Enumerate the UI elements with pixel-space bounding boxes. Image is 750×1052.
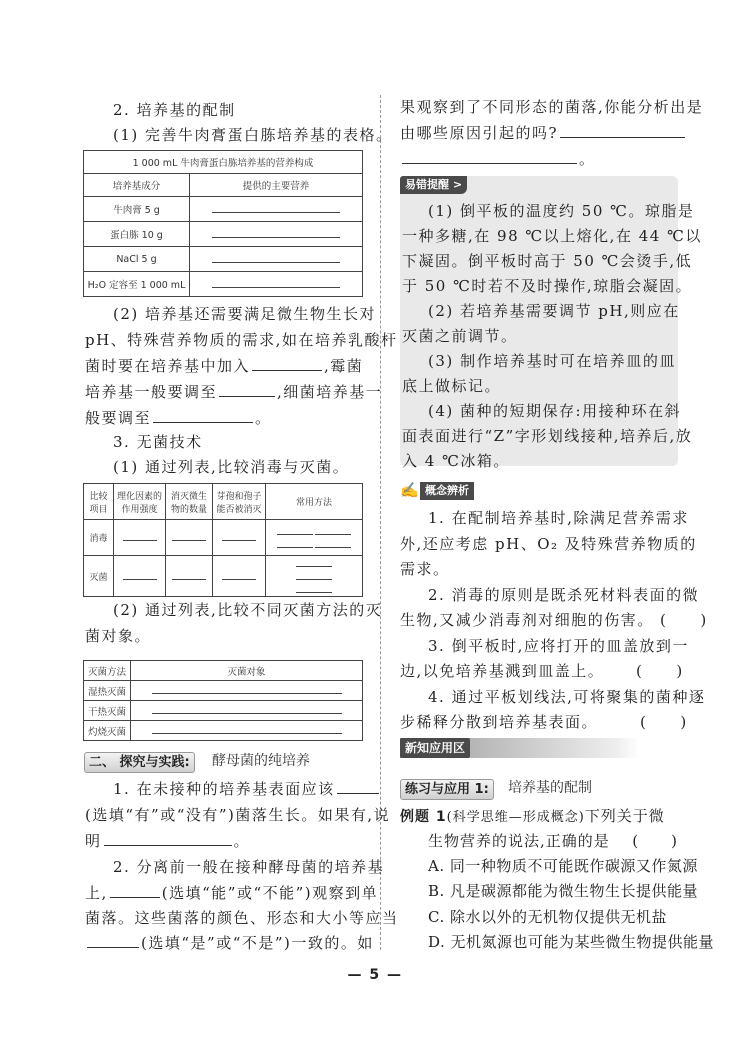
answer-blank[interactable]: [296, 570, 332, 580]
text-line: 步稀释分散到培养基表面。 ( ): [400, 713, 688, 731]
cell: 消毒: [84, 520, 114, 556]
text: 培养基一般要调至: [85, 383, 218, 401]
answer-blank[interactable]: [152, 704, 342, 714]
text-line: (1) 倒平板的温度约 50 ℃。琼脂是: [428, 202, 695, 220]
answer-blank[interactable]: [337, 776, 379, 794]
table-header: 常用方法: [266, 484, 363, 520]
table-header: 芽孢和孢子能否被消灭: [213, 484, 266, 520]
text-line: 于 50 ℃时若不及时操作,琼脂会凝固。: [402, 277, 693, 295]
answer-blank[interactable]: [172, 570, 206, 580]
text: 1. 在未接种的培养基表面应该: [113, 780, 335, 798]
table-row: [84, 520, 363, 556]
answer-blank[interactable]: [212, 278, 340, 288]
table-header: 理化因素的作用强度: [114, 484, 166, 520]
pencil-icon: ✍: [400, 481, 419, 499]
sterilization-table: [83, 660, 363, 741]
table-row: [84, 681, 363, 701]
tips-tag: 易错提醒 >: [400, 176, 467, 194]
text-line: B. 凡是碳源都能为微生物生长提供能量: [428, 882, 699, 901]
answer-blank[interactable]: [315, 538, 351, 548]
text-line: [85, 379, 383, 405]
question-text: (1) 通过列表,比较消毒与灭菌。: [113, 458, 350, 476]
text-line: [113, 776, 360, 802]
text-line: [85, 405, 360, 431]
text-line: 3. 倒平板时,应将打开的皿盖放到一: [428, 636, 689, 655]
text-line: 外,还应考虑 pH、O₂ 及特殊营养物质的: [400, 534, 697, 553]
text: ,细菌培养基一: [277, 383, 383, 401]
answer-blank[interactable]: [315, 525, 351, 535]
text-line: [85, 880, 379, 906]
answer-blank[interactable]: [296, 583, 332, 593]
text-line: [400, 146, 596, 172]
text-line: (2) 若培养基需要调节 pH,则应在: [428, 302, 680, 320]
text-line: C. 除水以外的无机物仅提供无机盐: [428, 907, 667, 926]
answer-blank[interactable]: [152, 684, 342, 694]
cell: 干热灭菌: [84, 701, 131, 721]
table-row: [84, 222, 363, 247]
section-title: 2. 培养基的配制: [113, 101, 236, 119]
text-line: [85, 930, 374, 956]
table-header: 消灭微生物的数量: [166, 484, 213, 520]
text: ,霉菌: [324, 357, 364, 375]
text-line: [85, 353, 364, 379]
table-header: 培养基成分: [84, 174, 190, 197]
text: 由哪些原因引起的吗?: [400, 124, 559, 142]
text-line: 边,以免培养基溅到皿盖上。 ( ): [400, 662, 684, 680]
cell: 灼烧灭菌: [84, 721, 131, 741]
answer-blank[interactable]: [252, 353, 322, 371]
question-text: (1) 完善牛肉膏蛋白胨培养基的表格。: [113, 126, 393, 144]
answer-blank[interactable]: [402, 146, 577, 164]
answer-blank[interactable]: [172, 531, 206, 541]
text: 。: [255, 409, 272, 427]
text-line: 菌对象。: [85, 627, 152, 645]
example-source: (科学思维—形成概念): [446, 810, 585, 825]
text-line: 2. 消毒的原则是既杀死材料表面的微: [428, 585, 700, 604]
text: (选填“能”或“不能”)观察到单: [161, 884, 379, 902]
cell: 湿热灭菌: [84, 681, 131, 701]
text-line: [400, 120, 687, 146]
table-row: [84, 247, 363, 272]
answer-blank[interactable]: [222, 570, 256, 580]
practice-label: 练习与应用 1:: [400, 779, 494, 800]
text-line: (3) 制作培养基时可在培养皿的皿: [428, 352, 676, 370]
answer-blank[interactable]: [296, 557, 332, 567]
text-line: A. 同一种物质不可能既作碳源又作氮源: [428, 857, 698, 875]
table-row: [84, 721, 363, 741]
text-line: 果观察到了不同形态的菌落,你能分析出是: [400, 98, 704, 116]
answer-blank[interactable]: [222, 531, 256, 541]
text-line: 入 4 ℃冰箱。: [402, 452, 510, 470]
answer-blank[interactable]: [123, 570, 157, 580]
nutrition-table: [83, 150, 363, 297]
section-title: 酵母菌的纯培养: [212, 753, 310, 769]
answer-blank[interactable]: [104, 828, 232, 846]
text-line: 4. 通过平板划线法,可将聚集的菌种逐: [428, 687, 706, 706]
example-stem: [400, 803, 680, 829]
answer-blank[interactable]: [123, 531, 157, 541]
text: 般要调至: [85, 409, 152, 427]
cell: 牛肉膏 5 g: [84, 197, 190, 222]
answer-blank[interactable]: [219, 379, 275, 397]
answer-blank[interactable]: [87, 930, 139, 948]
answer-blank[interactable]: [212, 228, 340, 238]
text: 生物营养的说法,正确的是: [428, 832, 610, 850]
table-header: 比较项目: [84, 484, 114, 520]
text-line: (选填“有”或“没有”)菌落生长。如果有,说: [85, 806, 391, 824]
text-line: 灭菌之前调节。: [402, 327, 518, 345]
answer-blank[interactable]: [277, 538, 313, 548]
cell: H₂O 定容至 1 000 mL: [84, 272, 190, 297]
answer-blank[interactable]: [212, 253, 340, 263]
text-line: (2) 通过列表,比较不同灭菌方法的灭: [113, 601, 383, 619]
text-line: 需求。: [400, 560, 450, 578]
table-header: 灭菌方法: [84, 661, 131, 681]
text: 上,: [85, 884, 108, 902]
table-caption: 1 000 mL 牛肉膏蛋白胨培养基的营养构成: [84, 151, 363, 174]
text-line: 2. 分离前一般在接种酵母菌的培养基: [113, 858, 385, 876]
text-line: 1. 在配制培养基时,除满足营养需求: [428, 509, 689, 527]
answer-blank[interactable]: [560, 120, 685, 138]
text-line: 下凝固。倒平板时高于 50 ℃会烫手,低: [402, 252, 693, 270]
text-line: (4) 菌种的短期保存:用接种环在斜: [428, 402, 682, 420]
practice-title: 培养基的配制: [508, 780, 592, 796]
cell: 蛋白胨 10 g: [84, 222, 190, 247]
answer-blank[interactable]: [277, 525, 313, 535]
answer-paren[interactable]: ( ): [632, 832, 678, 850]
text: 明: [85, 832, 102, 850]
text-line: 底上做标记。: [402, 377, 502, 395]
text-line: 菌落。这些菌落的颜色、形态和大小等应当: [85, 909, 399, 927]
example-stem: [428, 828, 678, 854]
text: (选填“是”或“不是”)一致的。如: [141, 934, 374, 952]
disinfection-table: [83, 483, 363, 597]
answer-blank[interactable]: [212, 203, 340, 213]
cell: NaCl 5 g: [84, 247, 190, 272]
text: 。: [579, 150, 596, 168]
answer-blank[interactable]: [152, 724, 342, 734]
text-line: [85, 828, 250, 854]
text: 。: [233, 832, 251, 850]
section-title: 3. 无菌技术: [113, 433, 203, 451]
text: 菌时要在培养基中加入: [85, 357, 251, 375]
example-label: 例题 1: [400, 809, 447, 825]
table-header: 灭菌对象: [131, 661, 363, 681]
cell: 灭菌: [84, 556, 114, 597]
page-number: — 5 —: [347, 967, 403, 983]
table-row: [84, 556, 363, 597]
zone-label: 新知应用区: [400, 738, 470, 758]
concept-tag: 概念辨析: [420, 482, 474, 500]
table-row: [84, 272, 363, 297]
answer-blank[interactable]: [153, 405, 253, 423]
text-line: 面表面进行“Z”字形划线接种,培养后,放: [402, 427, 693, 445]
text-line: (2) 培养基还需要满足微生物生长对: [113, 305, 377, 323]
text: 下列关于微: [584, 807, 665, 825]
text-line: D. 无机氮源也可能为某些微生物提供能量: [428, 932, 715, 951]
section-label: 二、 探究与实践:: [84, 752, 195, 773]
text-line: 生物,又减少消毒剂对细胞的伤害。 ( ): [400, 611, 708, 629]
text-line: 一种多糖,在 98 ℃以上熔化,在 44 ℃以: [402, 227, 702, 245]
answer-blank[interactable]: [110, 880, 160, 898]
table-row: [84, 197, 363, 222]
table-row: [84, 701, 363, 721]
table-header: 提供的主要营养: [190, 174, 363, 197]
text-line: pH、特殊营养物质的需求,如在培养乳酸杆: [85, 331, 398, 349]
